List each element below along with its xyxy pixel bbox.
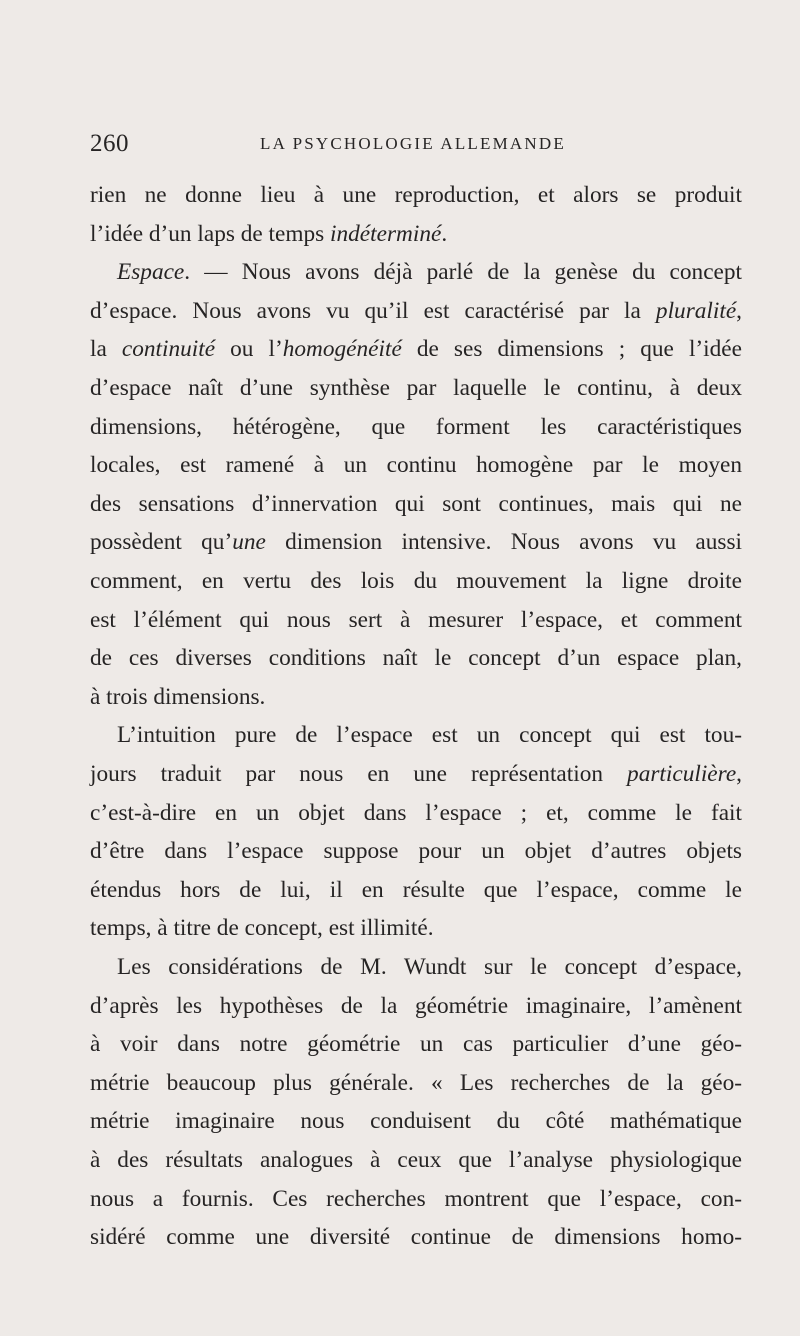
text-segment: à trois dimensions. — [90, 683, 266, 710]
text-segment: de ces diverses conditions naît le concept d’un espace plan, — [90, 645, 742, 672]
text-line — [90, 566, 742, 596]
page-header — [90, 130, 742, 164]
italic-text: indéterminé — [330, 220, 442, 247]
text-segment: métrie beaucoup plus générale. « Les recherches de la géo- — [90, 1069, 742, 1096]
text-segment: ou l’ — [215, 336, 283, 363]
text-line — [90, 798, 742, 828]
text-line — [90, 219, 742, 249]
italic-text: particulière — [627, 761, 737, 787]
text-line — [90, 913, 742, 943]
text-segment: des sensations d’innervation qui sont continues, mais qui ne — [90, 490, 742, 517]
text-line — [117, 720, 742, 750]
text-segment: L’intuition pure de l’espace est un concept qui est tou- — [117, 722, 742, 749]
text-segment: à voir dans notre géométrie un cas particulier d’une géo- — [90, 1031, 742, 1058]
text-segment: c’est-à-dire en un objet dans l’espace ; et, comme le fait — [90, 799, 742, 826]
text-line — [117, 257, 742, 287]
text-line — [90, 334, 742, 364]
text-line — [90, 489, 742, 519]
text-segment: étendus hors de lui, il en résulte que l’espace, comme le — [90, 876, 742, 903]
text-line — [90, 991, 742, 1021]
text-segment: est l’élément qui nous sert à mesurer l’espace, et comment — [90, 606, 742, 633]
text-line — [90, 875, 742, 905]
text-segment: comment, en vertu des lois du mouvement la ligne droite — [90, 568, 742, 594]
text-line — [90, 180, 742, 210]
text-segment: d’espace. Nous avons vu qu’il est caractérisé par la — [90, 297, 656, 324]
text-line — [90, 296, 742, 326]
text-line — [90, 643, 742, 673]
text-line — [117, 952, 742, 982]
italic-text: une — [232, 529, 266, 556]
text-segment: de ses dimensions ; que l’idée — [401, 336, 742, 363]
text-line — [90, 1029, 742, 1059]
text-segment: Les considérations de M. Wundt sur le concept d’espace, — [117, 954, 742, 980]
text-line — [90, 605, 742, 635]
text-segment: . — Nous avons déjà parlé de la genèse du concept — [184, 259, 742, 286]
text-segment: locales, est ramené à un continu homogène par le moyen — [90, 452, 742, 479]
text-line — [90, 527, 742, 557]
text-segment: l’idée d’un laps de temps — [90, 220, 331, 247]
text-line — [90, 450, 742, 480]
text-segment: . — [441, 220, 448, 247]
text-segment: sidéré comme une diversité continue de dimensions homo- — [90, 1224, 742, 1251]
text-line — [90, 1222, 742, 1252]
text-segment: dimensions, hétérogène, que forment les caractéristiques — [90, 413, 742, 440]
text-line — [90, 836, 742, 866]
italic-text: homogénéité — [282, 336, 402, 363]
text-segment: nous a fournis. Ces recherches montrent que l’espace, con- — [90, 1185, 742, 1212]
text-line — [90, 759, 742, 789]
italic-text: continuité — [121, 336, 216, 363]
text-segment: dimension intensive. Nous avons vu aussi — [265, 529, 742, 556]
text-segment: à des résultats analogues à ceux que l’analyse physiologique — [90, 1147, 742, 1173]
italic-text: pluralité — [655, 297, 737, 324]
text-segment: d’espace naît d’une synthèse par laquelle le continu, à deux — [90, 375, 742, 401]
text-segment: possèdent qu’ — [90, 529, 233, 556]
text-segment: la — [90, 336, 122, 363]
text-segment: temps, à titre de concept, est illimité. — [90, 915, 434, 942]
text-segment: d’après les hypothèses de la géométrie imaginaire, l’amènent — [90, 992, 742, 1019]
page-number: 260 — [90, 130, 129, 157]
text-line — [90, 373, 742, 403]
italic-text: Espace — [117, 259, 185, 286]
text-line — [90, 1145, 742, 1175]
text-segment: d’être dans l’espace suppose pour un objet d’autres objets — [90, 838, 742, 865]
running-head: LA PSYCHOLOGIE ALLEMANDE — [260, 134, 566, 153]
text-segment: rien ne donne lieu à une reproduction, et alors se produit — [90, 182, 742, 208]
text-segment: métrie imaginaire nous conduisent du côté mathématique — [90, 1108, 742, 1135]
text-line — [90, 1068, 742, 1098]
text-line — [90, 412, 742, 442]
text-segment: , — [736, 297, 742, 324]
text-line — [90, 1184, 742, 1214]
text-segment: , — [736, 761, 742, 787]
text-line — [90, 1106, 742, 1136]
text-segment: jours traduit par nous en une représentation — [90, 761, 628, 787]
text-line — [90, 682, 742, 712]
